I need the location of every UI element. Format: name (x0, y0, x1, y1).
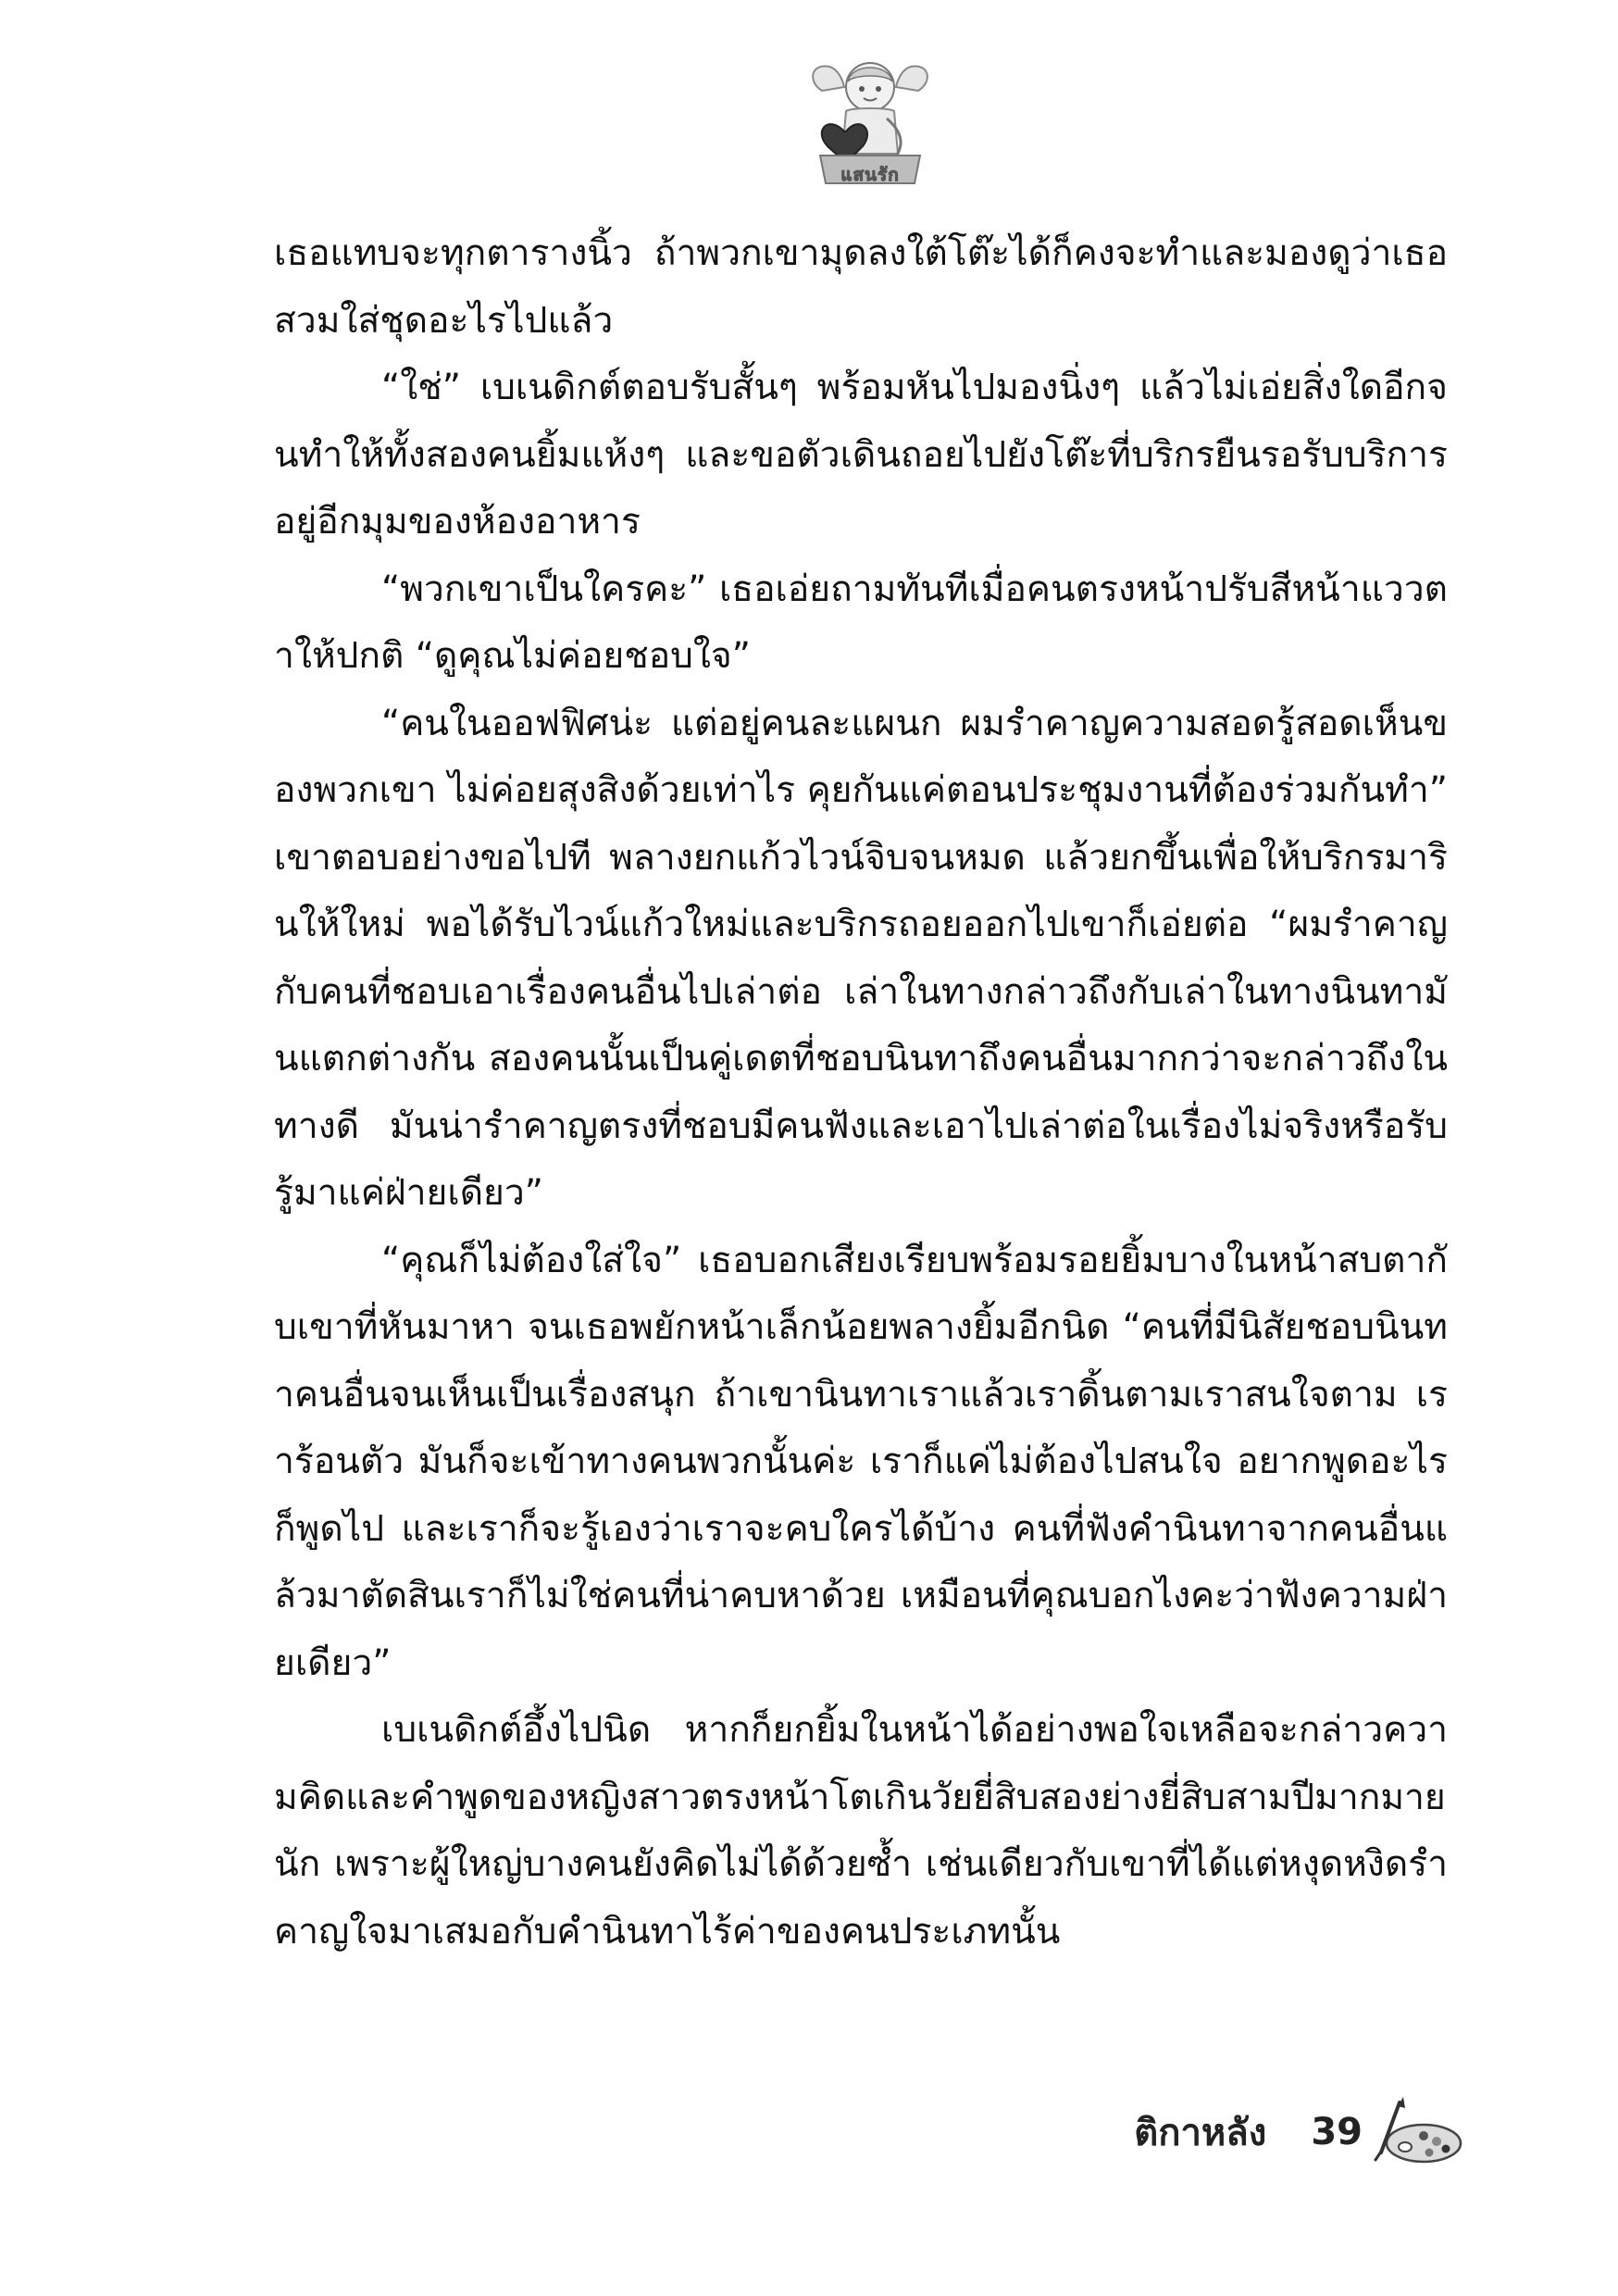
book-title: ติกาหลัง (1134, 2112, 1267, 2154)
paint-palette-icon (1372, 2095, 1464, 2169)
paragraph: “คนในออฟฟิศน่ะ แต่อยู่คนละแผนก ผมรำคาญความสอดรู้สอดเห็นของพวกเขา ไม่ค่อยสุงสิงด้วยเท่าไร คุยกันแค่ตอนประชุมงานที่ต้องร่วมกันทำ” เขาตอบอย่างขอไปที พลางยกแก้วไวน์จิบจนหมด แล้วยกขึ้นเพื่อให้บริกรมารินให้ใหม่ พอได้รับไวน์แก้วใหม่และบริกรถอยออกไปเขาก็เอ่ยต่อ “ผมรำคาญกับคนที่ชอบเอาเรื่องคนอื่นไปเล่าต่อ เล่าในทางกล่าวถึงกับเล่าในทางนินทามันแตกต่างกัน สองคนนั้นเป็นคู่เดตที่ชอบนินทาถึงคนอื่นมากกว่าจะกล่าวถึงในทางดี มันน่ารำคาญตรงที่ชอบมีคนฟังและเอาไปเล่าต่อในเรื่องไม่จริงหรือรับรู้มาแค่ฝ่ายเดียว” (274, 702, 1448, 1214)
paragraph: เธอแทบจะทุกตารางนิ้ว ถ้าพวกเขามุดลงใต้โต๊ะได้ก็คงจะทำและมองดูว่าเธอสวมใส่ชุดอะไรไปแล้ว (274, 232, 1448, 342)
page-footer (1134, 2090, 1464, 2174)
page-body (274, 220, 1448, 1965)
paragraph: เบเนดิกต์อึ้งไปนิด หากก็ยกยิ้มในหน้าได้อย่างพอใจเหลือจะกล่าวความคิดและคำพูดของหญิงสาวตรงหน้าโตเกินวัยยี่สิบสองย่างยี่สิบสามปีมากมายนัก เพราะผู้ใหญ่บางคนยังคิดไม่ได้ด้วยซ้ำ เช่นเดียวกับเขาที่ได้แต่หงุดหงิดรำคาญใจมาเสมอกับคำนินทาไร้ค่าของคนประเภทนั้น (274, 1709, 1448, 1953)
paragraph: “ใช่” เบเนดิกต์ตอบรับสั้นๆ พร้อมหันไปมองนิ่งๆ แล้วไม่เอ่ยสิ่งใดอีกจนทำให้ทั้งสองคนยิ้มแห้งๆ และขอตัวเดินถอยไปยังโต๊ะที่บริกรยืนรอรับบริการอยู่อีกมุมของห้องอาหาร (274, 367, 1448, 543)
paragraph: “พวกเขาเป็นใครคะ” เธอเอ่ยถามทันทีเมื่อคนตรงหน้าปรับสีหน้าแววตาให้ปกติ “ดูคุณไม่ค่อยชอบใจ” (274, 568, 1448, 677)
page-number: 39 (1311, 2111, 1363, 2153)
header-logo (805, 54, 935, 193)
logo-text: แสนรัก (840, 165, 900, 185)
paragraph: “คุณก็ไม่ต้องใส่ใจ” เธอบอกเสียงเรียบพร้อมรอยยิ้มบางในหน้าสบตากับเขาที่หันมาหา จนเธอพยักหน้าเล็กน้อยพลางยิ้มอีกนิด “คนที่มีนิสัยชอบนินทาคนอื่นจนเห็นเป็นเรื่องสนุก ถ้าเขานินทาเราแล้วเราดิ้นตามเราสนใจตาม เราร้อนตัว มันก็จะเข้าทางคนพวกนั้นค่ะ เราก็แค่ไม่ต้องไปสนใจ อยากพูดอะไรก็พูดไป และเราก็จะรู้เองว่าเราจะคบใครได้บ้าง คนที่ฟังคำนินทาจากคนอื่นแล้วมาตัดสินเราก็ไม่ใช่คนที่น่าคบหาด้วย เหมือนที่คุณบอกไงคะว่าฟังความฝ่ายเดียว” (274, 1239, 1448, 1684)
